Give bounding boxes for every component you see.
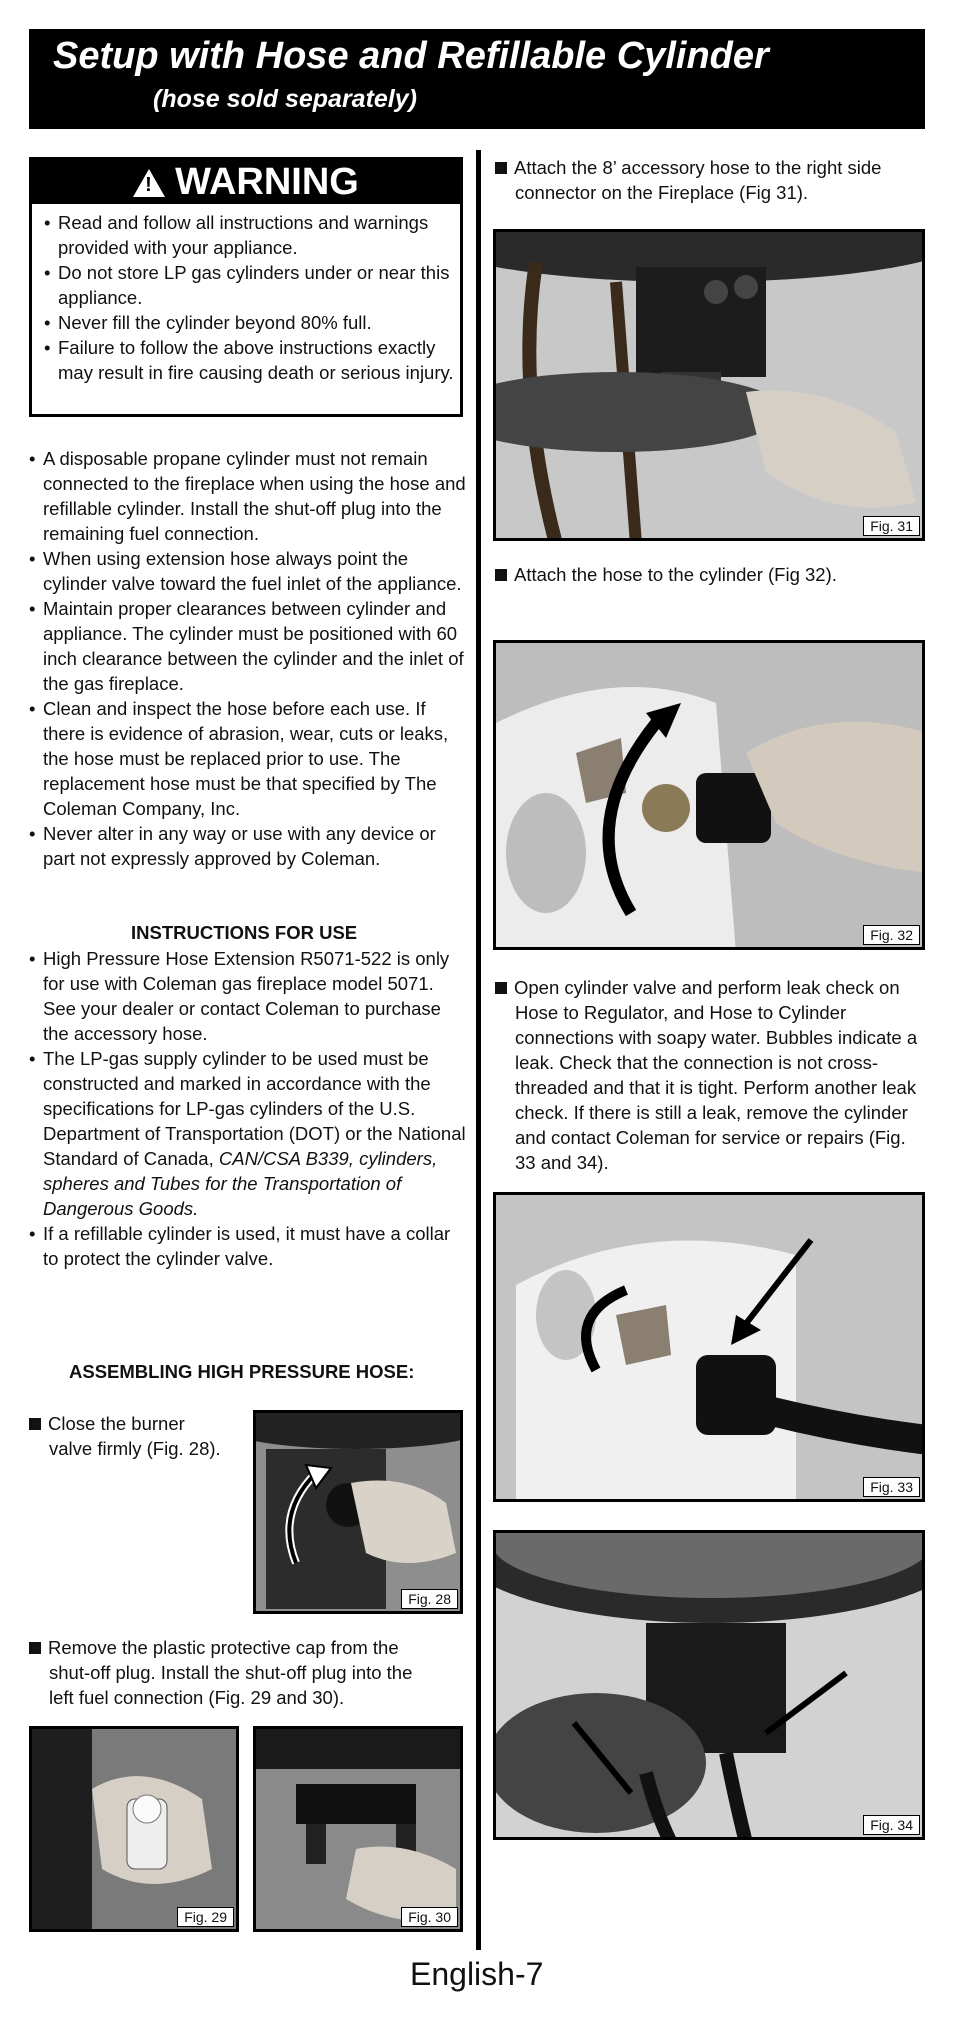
- figure-32: [493, 640, 925, 950]
- step-text: shut-off plug. Install the shut-off plug into the: [49, 1662, 413, 1683]
- page-header: [29, 29, 925, 129]
- figure-33-image: [496, 1195, 925, 1502]
- instruction-standard: CAN/CSA B339, cylinders, spheres and Tubes for the Transportation of Dangerous Goods.: [43, 1148, 438, 1219]
- step-text: Attach the 8’ accessory hose to the right side: [514, 157, 882, 178]
- column-divider: [476, 150, 481, 1950]
- instruction-item: [29, 1046, 469, 1221]
- instructions-list: [29, 946, 469, 1271]
- step-text: Open cylinder valve and perform leak check on: [514, 977, 900, 998]
- step-text: left fuel connection (Fig. 29 and 30).: [49, 1687, 345, 1708]
- assembling-heading: ASSEMBLING HIGH PRESSURE HOSE:: [69, 1361, 415, 1382]
- figure-label: Fig. 28: [401, 1589, 458, 1609]
- figure-32-image: [496, 643, 925, 950]
- figure-label: Fig. 34: [863, 1815, 920, 1835]
- figure-label: Fig. 29: [177, 1907, 234, 1927]
- warning-item: • Do not store LP gas cylinders under or near this appliance.: [44, 260, 454, 310]
- figure-label: Fig. 30: [401, 1907, 458, 1927]
- warning-box: [29, 157, 463, 417]
- step-attach-hose-cylinder: [495, 562, 925, 587]
- figure-label: Fig. 31: [863, 516, 920, 536]
- figure-29-image: [32, 1729, 239, 1932]
- figure-30: [253, 1726, 463, 1932]
- step-close-valve: [29, 1411, 249, 1461]
- step-text: Close the burner: [48, 1413, 185, 1434]
- page-number: English-7: [410, 1956, 544, 1992]
- figure-34-image: [496, 1533, 925, 1840]
- step-text: Hose to Regulator, and Hose to Cylinder connections with soapy water. Bubbles indicate a leak. Check that the connection is not cross-threaded and that it is tight. Perform another leak check. If there is still a leak, remove the cylinder and contact Coleman for service or repairs (Fig. 33 and 34).: [515, 1002, 918, 1173]
- warning-item: • Read and follow all instructions and warnings provided with your appliance.: [44, 210, 454, 260]
- safety-list: [29, 446, 469, 871]
- figure-33: [493, 1192, 925, 1502]
- warning-item: • Never fill the cylinder beyond 80% full.: [44, 310, 454, 335]
- warning-list: [44, 210, 454, 385]
- figure-28: [253, 1410, 463, 1614]
- instruction-item: • If a refillable cylinder is used, it must have a collar to protect the cylinder valve.: [29, 1221, 469, 1271]
- page-subtitle: (hose sold separately): [153, 85, 417, 113]
- warning-bar: [32, 160, 460, 204]
- figure-label: Fig. 33: [863, 1477, 920, 1497]
- safety-item: • Clean and inspect the hose before each use. If there is evidence of abrasion, wear, cuts or leaks, the hose must be replaced prior to use. The replacement hose must be that specified by The Coleman Company, Inc.: [29, 696, 469, 821]
- figure-34: [493, 1530, 925, 1840]
- safety-item: • When using extension hose always point the cylinder valve toward the fuel inlet of the appliance.: [29, 546, 469, 596]
- figure-31-image: [496, 232, 925, 541]
- instructions-heading: INSTRUCTIONS FOR USE: [131, 922, 358, 943]
- step-attach-hose-fireplace: [495, 155, 925, 205]
- step-text: connector on the Fireplace (Fig 31).: [515, 182, 809, 203]
- bullet-square-icon: [29, 1642, 41, 1654]
- bullet-square-icon: [495, 162, 507, 174]
- step-text: Attach the hose to the cylinder (Fig 32).: [514, 564, 837, 585]
- warning-title: WARNING: [175, 161, 359, 203]
- bullet-square-icon: [29, 1418, 41, 1430]
- figure-29: [29, 1726, 239, 1932]
- step-leak-check: [495, 975, 925, 1175]
- figure-28-image: [256, 1413, 463, 1614]
- safety-item: • Never alter in any way or use with any device or part not expressly approved by Coleman.: [29, 821, 469, 871]
- bullet-square-icon: [495, 982, 507, 994]
- step-text: valve firmly (Fig. 28).: [49, 1438, 221, 1459]
- figure-31: [493, 229, 925, 541]
- warning-item: • Failure to follow the above instructions exactly may result in fire causing death or serious injury.: [44, 335, 454, 385]
- safety-item: • Maintain proper clearances between cylinder and appliance. The cylinder must be positioned with 60 inch clearance between the cylinder and the inlet of the gas fireplace.: [29, 596, 469, 696]
- instruction-item: • High Pressure Hose Extension R5071-522 is only for use with Coleman gas fireplace model 5071. See your dealer or contact Coleman to purchase the accessory hose.: [29, 946, 469, 1046]
- step-text: Remove the plastic protective cap from the: [48, 1637, 399, 1658]
- bullet-square-icon: [495, 569, 507, 581]
- instruction-text: The LP-gas supply cylinder to be used must be constructed and marked in accordance with the specifications for LP-gas cylinders of the U.S. Department of Transportation (DOT) or the National Standard of Canada,: [43, 1048, 466, 1169]
- page-title: Setup with Hose and Refillable Cylinder: [53, 35, 769, 77]
- safety-item: • A disposable propane cylinder must not remain connected to the fireplace when using the hose and refillable cylinder. Install the shut-off plug into the remaining fuel connection.: [29, 446, 469, 546]
- figure-30-image: [256, 1729, 463, 1932]
- figure-label: Fig. 32: [863, 925, 920, 945]
- warning-triangle-icon: [133, 169, 165, 197]
- step-shutoff-plug: [29, 1635, 469, 1710]
